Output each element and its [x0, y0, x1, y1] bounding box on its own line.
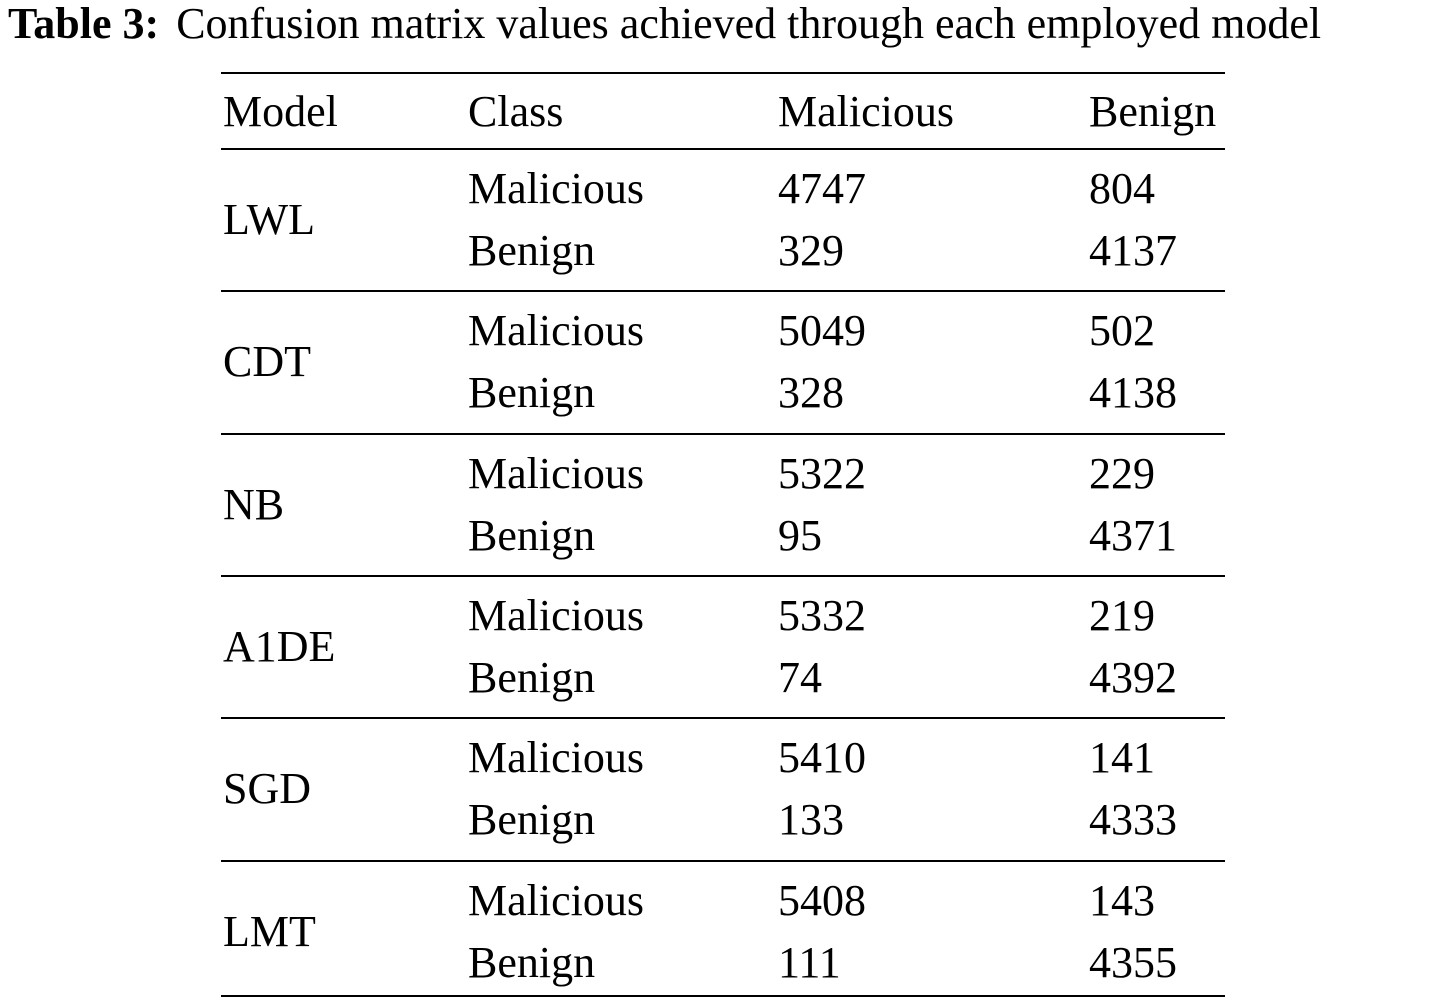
class-label: Benign	[468, 226, 596, 275]
model-group-cdt	[221, 292, 1225, 434]
class-label: Malicious	[468, 733, 644, 782]
header-benign: Benign	[1089, 87, 1217, 136]
malicious-value: 133	[778, 795, 844, 844]
malicious-value: 328	[778, 368, 844, 417]
class-label: Benign	[468, 653, 596, 702]
class-label: Benign	[468, 938, 596, 987]
model-group-nb	[221, 435, 1225, 577]
model-name: NB	[223, 480, 285, 529]
benign-value: 4392	[1089, 653, 1177, 702]
benign-value: 4355	[1089, 938, 1177, 987]
header-malicious: Malicious	[778, 87, 954, 136]
benign-value: 141	[1089, 733, 1155, 782]
model-name: SGD	[223, 764, 312, 813]
model-name: A1DE	[223, 622, 336, 671]
class-label: Benign	[468, 511, 596, 560]
model-name: LMT	[223, 907, 316, 956]
malicious-value: 5049	[778, 306, 866, 355]
malicious-value: 5410	[778, 733, 866, 782]
bottom-rule	[221, 995, 1225, 997]
class-label: Malicious	[468, 164, 644, 213]
confusion-matrix-table	[221, 72, 1225, 998]
benign-value: 804	[1089, 164, 1155, 213]
benign-value: 502	[1089, 306, 1155, 355]
class-label: Malicious	[468, 306, 644, 355]
caption-label: Table 3:	[8, 0, 160, 48]
model-group-lmt	[221, 862, 1225, 1004]
header-class: Class	[468, 87, 564, 136]
class-label: Benign	[468, 368, 596, 417]
malicious-value: 5332	[778, 591, 866, 640]
model-group-a1de	[221, 577, 1225, 719]
benign-value: 4371	[1089, 511, 1177, 560]
benign-value: 219	[1089, 591, 1155, 640]
table-caption	[8, 0, 1321, 52]
class-label: Malicious	[468, 591, 644, 640]
malicious-value: 4747	[778, 164, 866, 213]
model-group-sgd	[221, 719, 1225, 861]
malicious-value: 74	[778, 653, 822, 702]
caption-text: Confusion matrix values achieved through each employed model	[176, 0, 1322, 48]
malicious-value: 329	[778, 226, 844, 275]
benign-value: 4138	[1089, 368, 1177, 417]
benign-value: 143	[1089, 876, 1155, 925]
model-name: LWL	[223, 195, 316, 244]
malicious-value: 5408	[778, 876, 866, 925]
model-name: CDT	[223, 337, 311, 386]
model-group-lwl	[221, 150, 1225, 292]
benign-value: 4137	[1089, 226, 1177, 275]
malicious-value: 95	[778, 511, 822, 560]
class-label: Benign	[468, 795, 596, 844]
malicious-value: 111	[778, 938, 841, 987]
class-label: Malicious	[468, 449, 644, 498]
benign-value: 4333	[1089, 795, 1177, 844]
header-model: Model	[223, 87, 338, 136]
top-rule	[221, 72, 1225, 74]
class-label: Malicious	[468, 876, 644, 925]
benign-value: 229	[1089, 449, 1155, 498]
malicious-value: 5322	[778, 449, 866, 498]
